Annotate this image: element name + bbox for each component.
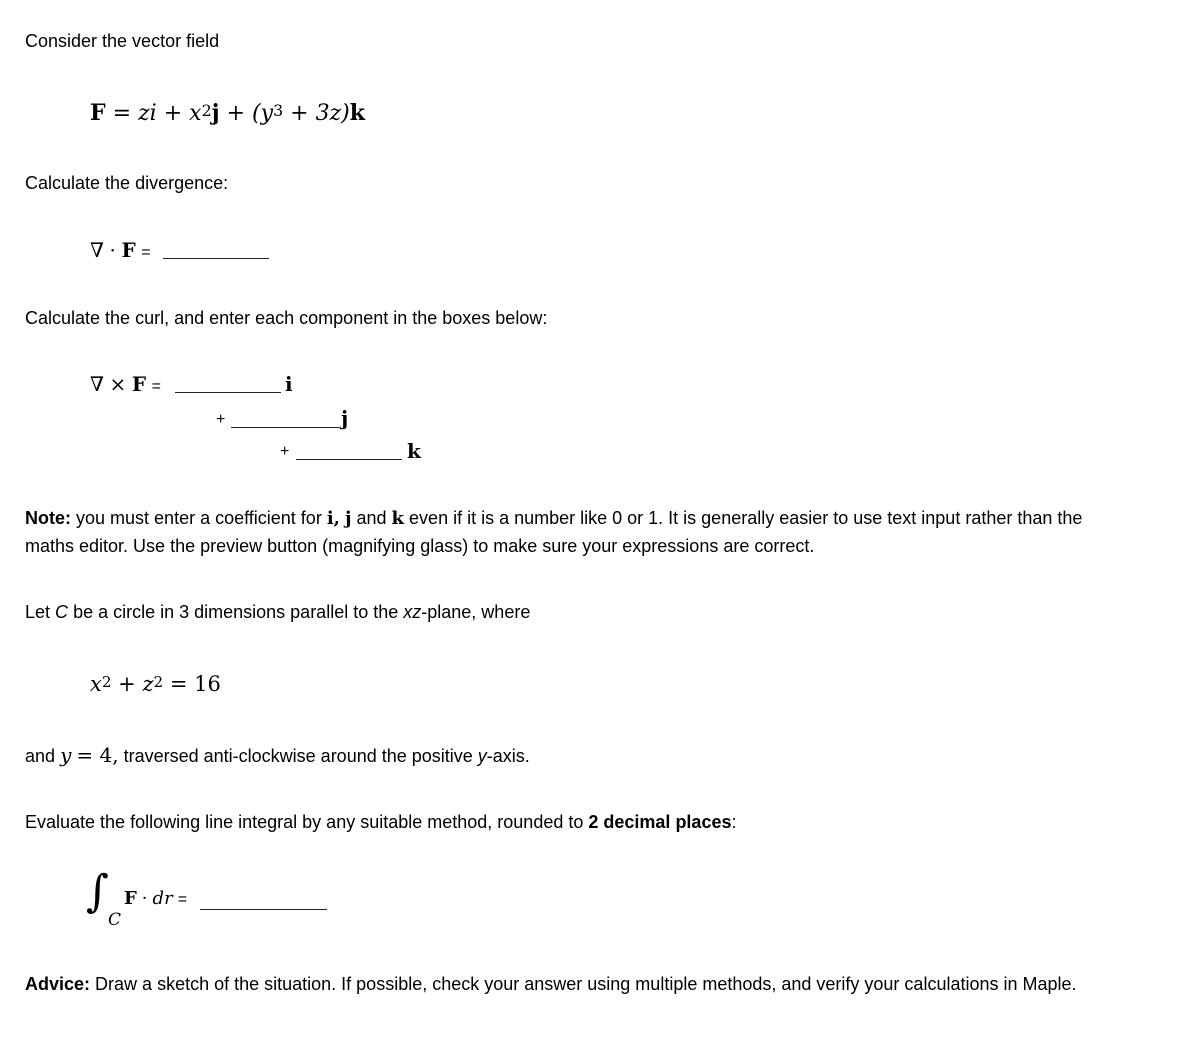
curl-equals: = xyxy=(151,378,161,395)
field-term-3-rest: + 3z) xyxy=(290,101,350,126)
field-term-1: zi xyxy=(138,101,157,126)
div-F: F xyxy=(121,238,136,262)
advice-body: Draw a sketch of the situation. If possible, check your answer using multiple methods, and verify your calculations in Maple. xyxy=(95,974,1077,994)
integral-dot: · xyxy=(141,888,148,909)
curl-F: F xyxy=(131,372,147,396)
curl-prompt: Calculate the curl, and enter each component in the boxes below: xyxy=(25,308,548,328)
curl-expression xyxy=(90,372,161,397)
field-equals: = xyxy=(112,101,132,126)
divergence-prompt: Calculate the divergence: xyxy=(25,173,229,193)
curl-i-input[interactable] xyxy=(175,370,281,393)
nabla-symbol: ∇ xyxy=(90,238,104,262)
axis-rest: -axis. xyxy=(486,746,530,766)
note-j: j xyxy=(344,508,352,529)
integral-F: F xyxy=(124,888,137,909)
eq-z: z xyxy=(142,672,154,696)
unit-k: k xyxy=(407,439,421,463)
circle-let: Let xyxy=(25,602,51,622)
div-equals: = xyxy=(141,244,151,261)
field-term-2-base: x xyxy=(189,101,202,126)
eq-plus: + xyxy=(118,672,136,696)
integral-subscript: C xyxy=(108,910,122,930)
circle-text-b: be a circle in 3 dimensions parallel to the xyxy=(73,602,399,622)
field-plus-2: + xyxy=(226,101,246,126)
eq-exp-2: 2 xyxy=(153,673,164,692)
field-term-3-vec: k xyxy=(349,100,365,126)
note-text-b: even if it is a number like 0 or 1. It is generally easier to use text input rather than the xyxy=(409,508,1083,528)
field-term-3-exp: 3 xyxy=(273,101,284,121)
advice-text xyxy=(25,970,1077,998)
circle-equation xyxy=(90,672,221,696)
note-line-2: maths editor. Use the preview button (magnifying glass) to make sure your expressions are correct. xyxy=(25,536,815,556)
integral-prompt-bold: 2 decimal places xyxy=(588,812,732,832)
curl-plus-2: + xyxy=(280,443,290,460)
circle-description xyxy=(25,598,530,626)
field-term-2-vec: j xyxy=(211,100,220,126)
traverse-text: traversed anti-clockwise around the positive xyxy=(123,746,473,766)
integral-equals: = xyxy=(177,891,188,908)
eq-x: x xyxy=(90,672,102,696)
integral-sign: ∫ xyxy=(86,866,109,917)
advice-label: Advice: xyxy=(25,974,91,994)
axis-y: y xyxy=(477,746,487,766)
nabla-symbol: ∇ xyxy=(90,372,104,396)
condition-y-eq: = 4, xyxy=(76,743,119,767)
and-text: and xyxy=(25,746,56,766)
unit-i: i xyxy=(285,372,293,396)
note-text-a: you must enter a coefficient for xyxy=(76,508,322,528)
eq-exp-1: 2 xyxy=(101,673,112,692)
curl-j-input[interactable] xyxy=(231,405,339,428)
field-term-3-open: (y xyxy=(252,101,274,126)
unit-j: j xyxy=(341,406,349,430)
note-line-1 xyxy=(25,504,1082,533)
note-and: and xyxy=(356,508,387,528)
eq-rest: = 16 xyxy=(169,672,221,696)
integral-input[interactable] xyxy=(200,887,327,910)
cross-symbol: × xyxy=(109,372,127,396)
curl-k-input[interactable] xyxy=(296,437,402,460)
integral-prompt xyxy=(25,808,737,836)
field-plus-1: + xyxy=(163,101,183,126)
curl-plus-1: + xyxy=(216,411,226,428)
dot-symbol: · xyxy=(109,238,116,262)
integral-prompt-end: : xyxy=(731,812,737,832)
integral-prompt-a: Evaluate the following line integral by any suitable method, rounded to xyxy=(25,812,584,832)
note-i: i, xyxy=(326,508,340,529)
divergence-input[interactable] xyxy=(163,236,269,259)
integral-dr: dr xyxy=(152,888,173,909)
circle-plane: xz xyxy=(403,602,422,622)
intro-text: Consider the vector field xyxy=(25,31,220,51)
divergence-expression xyxy=(90,238,151,263)
circle-C: C xyxy=(55,602,69,622)
vector-field-formula xyxy=(90,100,365,126)
integral-integrand xyxy=(124,888,187,909)
field-F: F xyxy=(90,100,106,126)
note-k: k xyxy=(391,508,405,529)
condition-y: y xyxy=(60,743,72,767)
circle-text-c: -plane, where xyxy=(421,602,531,622)
note-label: Note: xyxy=(25,508,71,528)
field-term-2-exp: 2 xyxy=(201,101,212,121)
circle-condition xyxy=(25,741,530,770)
